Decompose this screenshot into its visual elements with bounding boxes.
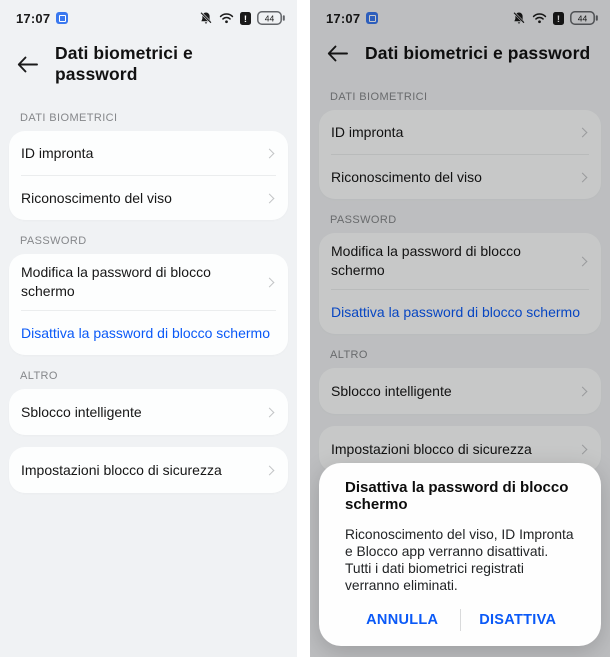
card-smart-unlock [9,389,288,435]
chevron-right-icon [265,277,275,287]
svg-text:!: ! [556,13,561,25]
disable-button[interactable]: DISATTIVA [461,598,576,642]
header [0,30,297,95]
clock: 17:07 [16,10,51,26]
card-password [9,254,288,355]
section-label-other: ALTRO [330,349,368,361]
clock: 17:07 [326,10,361,26]
card-biometrics [9,131,288,220]
section-label-biometrics: DATI BIOMETRICI [20,112,118,124]
card-security-lock-settings [9,447,288,493]
dialog-actions [345,598,575,642]
section-label-password: PASSWORD [20,235,87,247]
svg-text:44: 44 [264,13,275,24]
sim-alert-icon [240,12,251,25]
list-item-smart-unlock[interactable]: Sblocco intelligente [319,368,601,414]
status-left [16,11,68,26]
list-item-disable-lockscreen-password[interactable]: Disattiva la password di blocco schermo [331,304,580,320]
cancel-button[interactable]: ANNULLA [345,598,460,642]
list-item-security-lock-settings[interactable]: Impostazioni blocco di sicurezza [9,447,288,493]
dialog-body: Riconoscimento del viso, ID Impronta e Blocco app verranno disattivati. Tutti i dati biometrici registrati verranno eliminati. [345,527,574,593]
list-item-change-lockscreen-password[interactable]: Modifica la password di blocco schermo [319,233,601,289]
svg-text:!: ! [243,13,248,25]
section-label-biometrics: DATI BIOMETRICI [330,91,428,103]
chevron-right-icon [265,148,275,158]
settings-list [0,112,297,493]
list-item-face-recognition[interactable]: Riconoscimento del viso [9,176,288,220]
confirm-dialog [319,463,601,646]
svg-text:44: 44 [577,13,588,24]
back-arrow-icon [17,56,38,73]
list-item-face-recognition[interactable]: Riconoscimento del viso [319,155,601,199]
list-item-security-lock-settings[interactable]: Impostazioni blocco di sicurezza [319,426,601,472]
back-button[interactable] [17,54,38,75]
battery-icon [257,11,285,25]
settings-screen [0,0,297,657]
page-title: Dati biometrici e password [365,43,591,63]
status-bar [0,0,297,30]
section-label-other: ALTRO [20,370,58,382]
settings-screen-with-dialog [310,0,610,657]
list-item-fingerprint-id[interactable]: ID impronta [9,131,288,175]
notifications-off-icon [199,11,213,25]
chevron-right-icon [265,465,275,475]
chevron-right-icon [265,193,275,203]
chevron-right-icon [265,407,275,417]
section-label-password: PASSWORD [330,214,397,226]
list-item-fingerprint-id[interactable]: ID impronta [319,110,601,154]
list-item-change-lockscreen-password[interactable]: Modifica la password di blocco schermo [9,254,288,310]
wifi-icon [219,12,234,24]
capture-indicator-icon [56,12,68,24]
list-item-smart-unlock[interactable]: Sblocco intelligente [9,389,288,435]
list-item-disable-lockscreen-password[interactable]: Disattiva la password di blocco schermo [21,325,270,341]
status-right [199,11,285,25]
page-title: Dati biometrici e password [55,43,193,84]
dialog-title: Disattiva la password di blocco schermo [345,479,569,513]
